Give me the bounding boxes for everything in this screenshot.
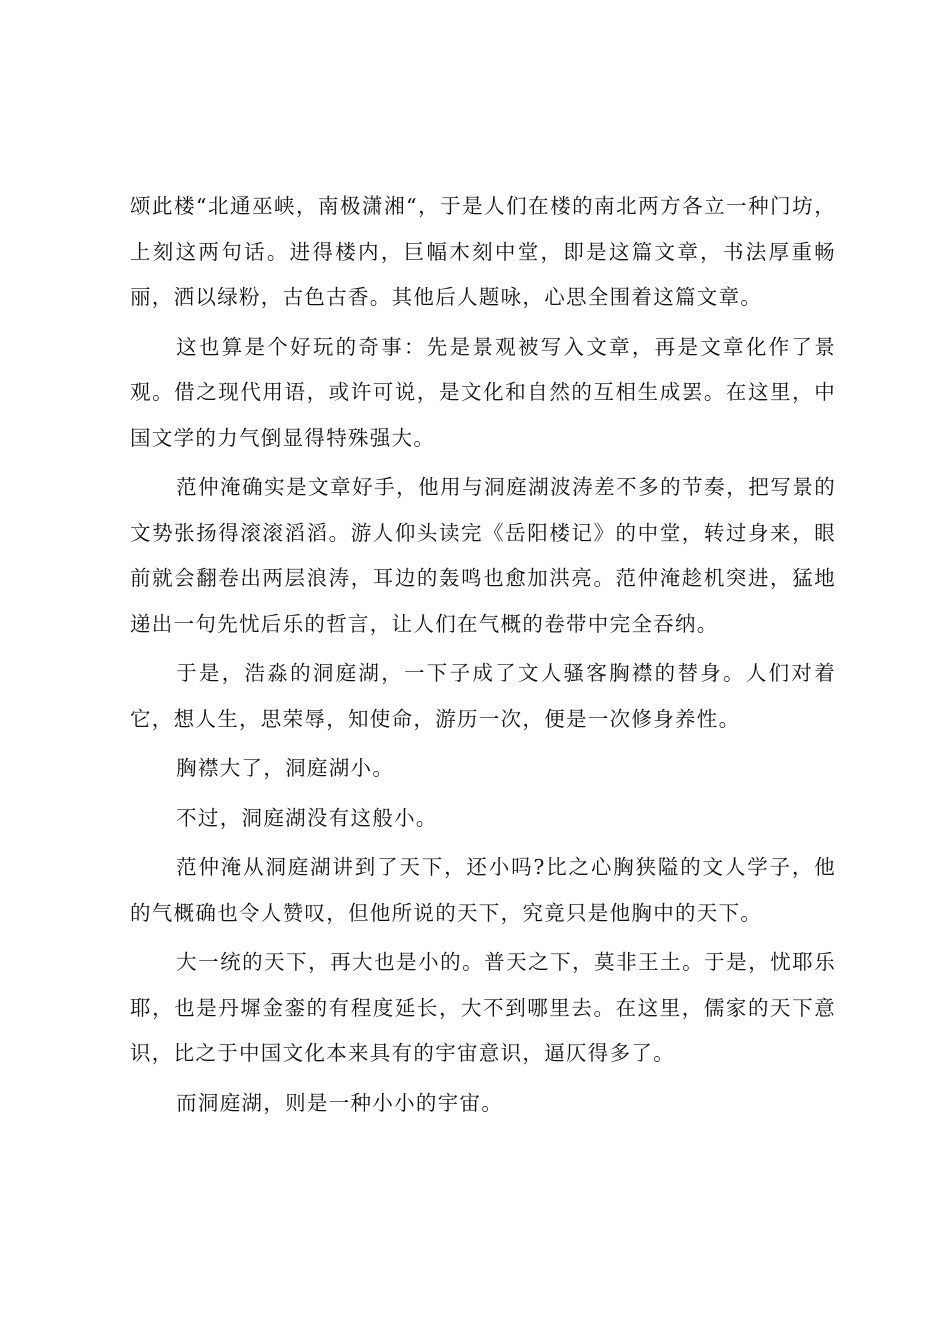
paragraph: 不过，洞庭湖没有这般小。	[176, 805, 438, 830]
article-body	[130, 184, 836, 1130]
paragraph: 大一统的天下，再大也是小的。普天之下，莫非王土。于是，忧耶乐耶，也是丹墀金銮的有程度延长，大不到哪里去。在这里，儒家的天下意识，比之于中国文化本来具有的宇宙意识，逼仄得多了。	[130, 950, 836, 1065]
paragraph: 范仲淹确实是文章好手，他用与洞庭湖波涛差不多的节奏，把写景的文势张扬得滚滚滔滔。游人仰头读完《岳阳楼记》的中堂，转过身来，眼前就会翻卷出两层浪涛，耳边的轰鸣也愈加洪亮。范仲淹趁机突进，猛地递出一句先忧后乐的哲言，让人们在气概的卷带中完全吞纳。	[130, 475, 836, 636]
paragraph: 胸襟大了，洞庭湖小。	[176, 756, 395, 780]
paragraph: 这也算是个好玩的奇事：先是景观被写入文章，再是文章化作了景观。借之现代用语，或许可说，是文化和自然的互相生成罢。在这里，中国文学的力气倒显得特殊强大。	[130, 334, 836, 450]
paragraph-continuation: 颂此楼“北通巫峡，南极潇湘“，于是人们在楼的南北两方各立一种门坊，上刻这两句话。进得楼内，巨幅木刻中堂，即是这篇文章，书法厚重畅丽，洒以绿粉，古色古香。其他后人题咏，心思全围着这篇文章。	[130, 194, 836, 309]
paragraph: 范仲淹从洞庭湖讲到了天下，还小吗?比之心胸狭隘的文人学子，他的气概确也令人赞叹，但他所说的天下，究竟只是他胸中的天下。	[130, 855, 836, 925]
paragraph: 于是，浩淼的洞庭湖，一下子成了文人骚客胸襟的替身。人们对着它，想人生，思荣辱，知使命，游历一次，便是一次修身养性。	[130, 661, 836, 731]
paragraph: 而洞庭湖，则是一种小小的宇宙。	[176, 1090, 504, 1115]
